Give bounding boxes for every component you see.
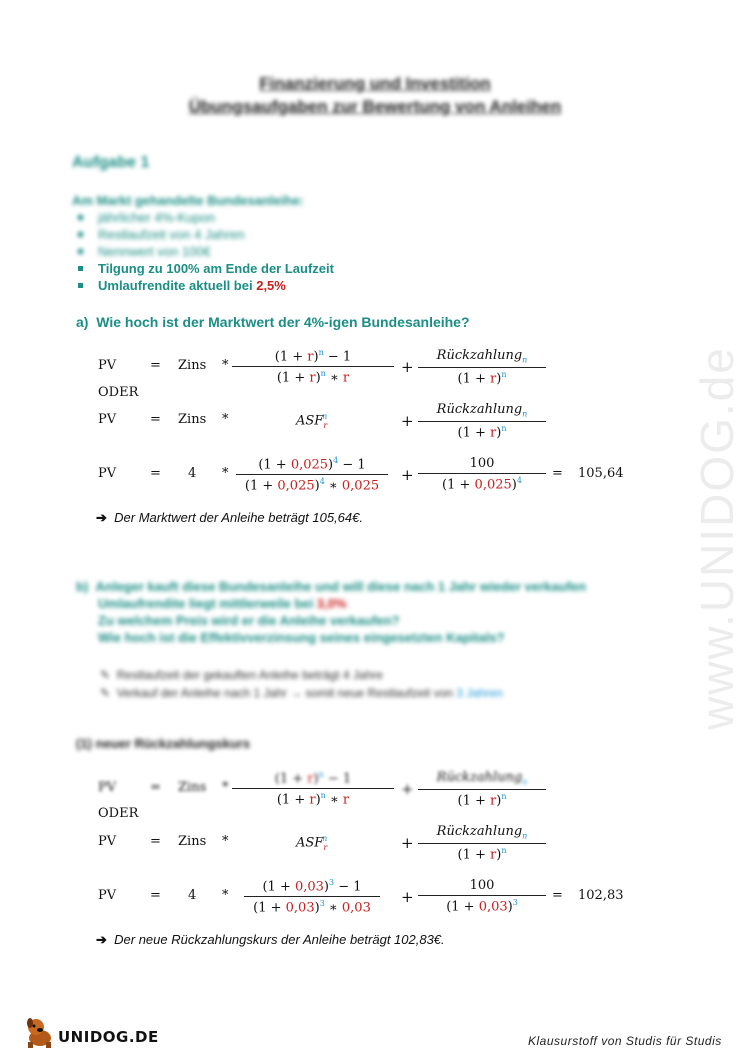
task-heading: Aufgabe 1 [72,154,150,171]
repayment-fraction-b: $\frac{100}{(1 + 0,03)^3}$ [418,878,546,914]
times-sign: * [222,780,229,795]
repayment-fraction: Rückzahlung$_n$ $(1 + r)^n$ [418,348,546,386]
note-item: ✎ Restlaufzeit der gekauften Anleihe beträgt 4 Jahre [100,668,383,682]
repayment-fraction: Rückzahlung$_n$ $(1 + r)^n$ [418,402,546,440]
times-sign: * [222,834,229,849]
footer-tagline: Klausurstoff von Studis für Studis [528,1034,722,1048]
zins-label: Zins [178,834,207,849]
bullet-item: Restlaufzeit von 4 Jahren [72,226,592,243]
pencil-icon: ✎ [100,668,111,682]
unidog-logo: UNIDOG.DE [22,1014,162,1050]
equals-sign: = [552,888,563,903]
equals-sign: = [150,834,161,849]
zins-label: Zins [178,780,207,795]
section-heading: (1) neuer Rückzahlungskurs [76,736,251,751]
annuity-fraction-a: $\frac{(1 + 0,025)^4 - 1}{(1 + 0,025)^4 ∗ 0,025}$ [236,456,388,494]
pv-label: PV [98,888,117,903]
arrow-icon: ➔ [96,510,107,525]
annuity-fraction-b: $\frac{(1 + 0,03)^3 - 1}{(1 + 0,03)^3 ∗ 0,03}$ [244,878,380,916]
bullet-list [72,209,592,294]
watermark: www.UNIDOG.de [691,346,743,730]
oder-label-1: ODER [98,385,139,400]
conclusion-a: ➔ Der Marktwert der Anleihe beträgt 105,64€. [96,510,363,525]
oder-label-2: ODER [98,806,139,821]
times-sign: * [222,888,229,903]
question-a: a) Wie hoch ist der Marktwert der 4%-igen Bundesanleihe? [76,314,470,330]
dog-mascot-icon [22,1014,58,1050]
plus-sign: + [401,466,414,484]
page-title-line1: Finanzierung und Investition [259,74,491,93]
repayment-fraction: Rückzahlung$_n$ $(1 + r)^n$ [418,824,546,862]
coupon-value: 4 [188,888,197,903]
bullet-item: Nennwert von 100€ [72,243,592,260]
times-sign: * [222,358,229,373]
pv-label: PV [98,466,117,481]
task-intro: Am Markt gehandelte Bundesanleihe: [72,193,304,208]
equals-sign: = [150,888,161,903]
plus-sign: + [401,412,414,430]
conclusion-b: ➔ Der neue Rückzahlungskurs der Anleihe beträgt 102,83€. [96,932,445,947]
plus-sign: + [401,888,414,906]
asf-term: $ASF_r^n$ [296,834,328,852]
equals-sign: = [150,358,161,373]
annuity-fraction: $\frac{(1 + r)^n - 1}{(1 + r)^n ∗ r}$ [232,348,394,386]
pv-label: PV [98,412,117,427]
pv-label: PV [98,358,117,373]
note-item: ✎ Verkauf der Anleihe nach 1 Jahr → somit neue Restlaufzeit von 3 Jahren [100,686,503,700]
pv-label: PV [98,780,117,795]
bullet-item: jährlicher 4%-Kupon [72,209,592,226]
repayment-fraction: Rückzahlung$_n$ $(1 + r)^n$ [418,770,546,808]
arrow-icon: ➔ [96,932,107,947]
annuity-fraction: $\frac{(1 + r)^n - 1}{(1 + r)^n ∗ r}$ [232,770,394,808]
rendite-value: 2,5% [256,278,286,293]
page-title-line2: Übungsaufgaben zur Bewertung von Anleihen [188,97,562,116]
plus-sign: + [401,780,414,798]
times-sign: * [222,412,229,427]
equals-sign: = [552,466,563,481]
pencil-icon: ✎ [100,686,111,700]
result-b: 102,83 [578,888,624,903]
equals-sign: = [150,412,161,427]
zins-label: Zins [178,358,207,373]
repayment-fraction-a: $\frac{100}{(1 + 0,025)^4}$ [418,456,546,492]
pv-label: PV [98,834,117,849]
question-b: b) Anleger kauft diese Bundesanleihe und will diese nach 1 Jahr wieder verkaufen Umlaufrendite liegt mittlerweile bei 3,0% Zu welchem Preis wird er die Anleihe verkaufen? Wie hoch ist die Effektivverzinsung seines eingesetzten Kapitals? [76,579,587,645]
times-sign: * [222,466,229,481]
zins-label: Zins [178,412,207,427]
equals-sign: = [150,780,161,795]
coupon-value: 4 [188,466,197,481]
notes-list [100,666,503,702]
result-a: 105,64 [578,466,624,481]
equals-sign: = [150,466,161,481]
asf-term: $ASF_r^n$ [296,412,328,430]
plus-sign: + [401,358,414,376]
plus-sign: + [401,834,414,852]
bullet-item: Tilgung zu 100% am Ende der Laufzeit [72,260,592,277]
bullet-item: Umlaufrendite aktuell bei 2,5% [72,277,592,294]
